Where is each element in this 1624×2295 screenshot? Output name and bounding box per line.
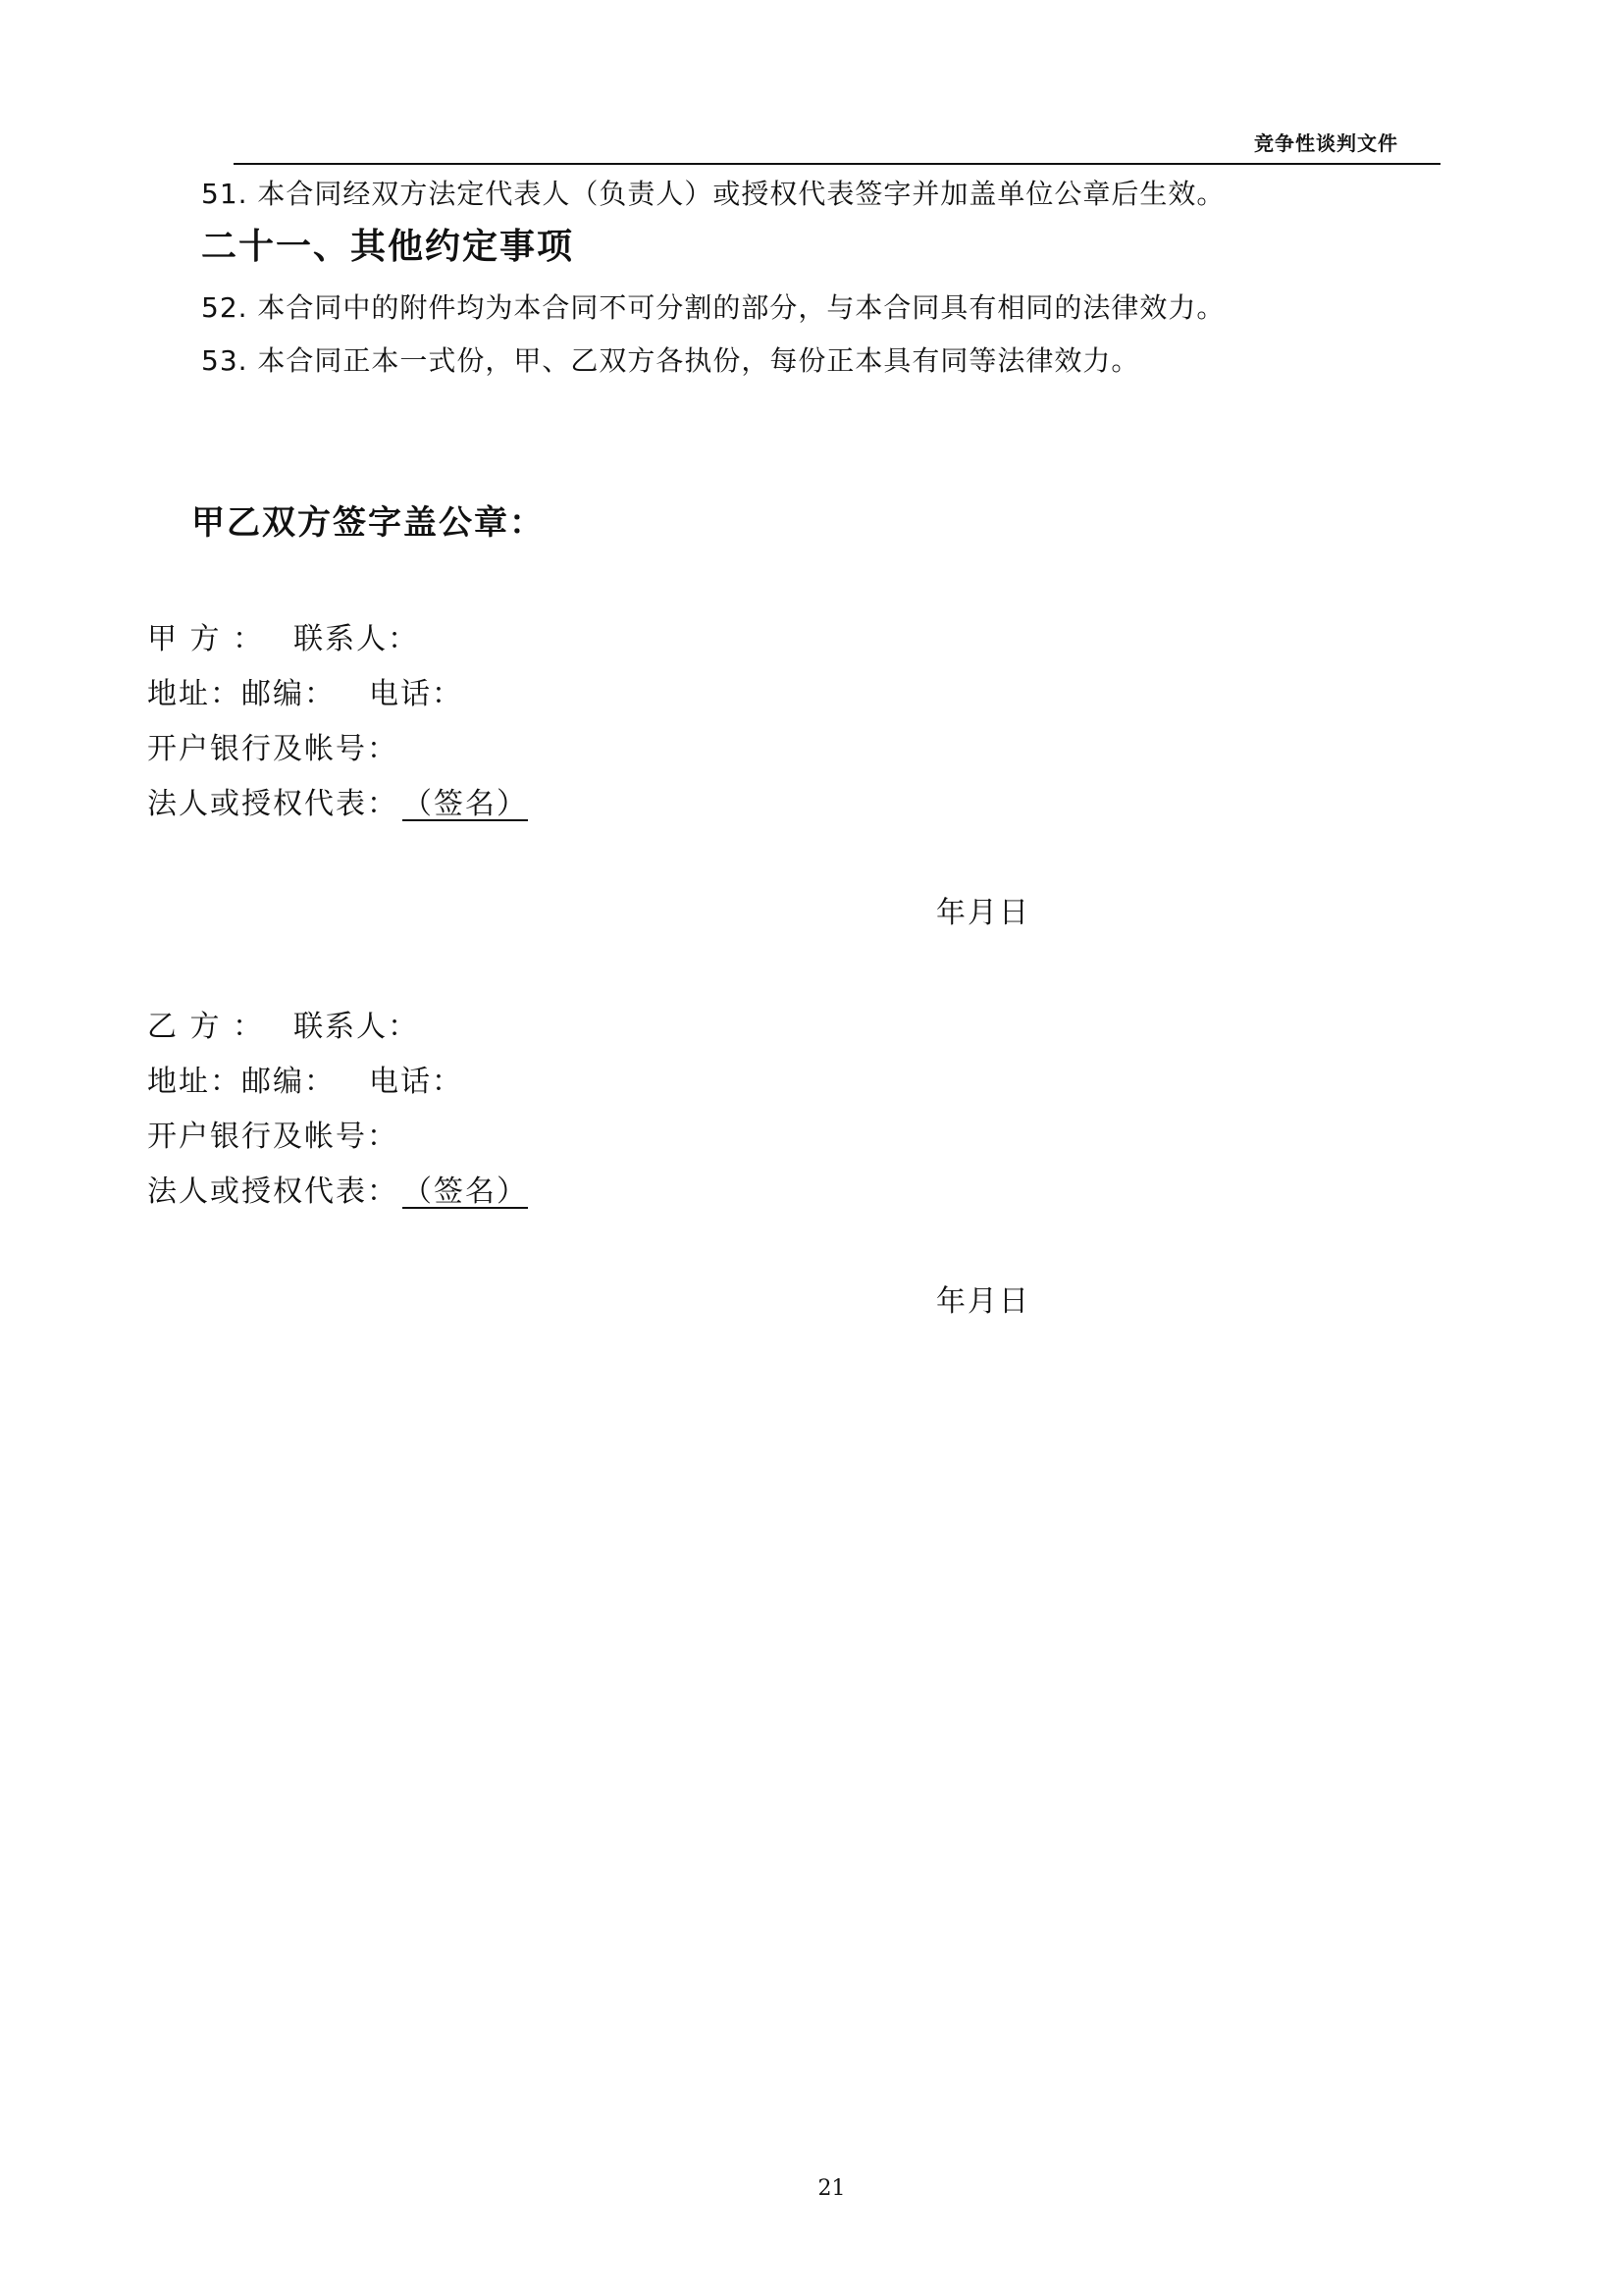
party-a-rep-label: 法人或授权代表： [147, 787, 398, 821]
party-b-postcode-label: 邮编： [241, 1065, 336, 1099]
header-title: 竞争性谈判文件 [1254, 131, 1398, 155]
page-number: 21 [817, 2176, 846, 2201]
party-b-address-line [147, 1064, 463, 1101]
clause-52: 52. 本合同中的附件均为本合同不可分割的部分，与本合同具有相同的法律效力。 [201, 291, 1226, 324]
party-a-name-label: 甲 方 ： [147, 622, 265, 656]
section-heading: 二十一、其他约定事项 [201, 227, 575, 267]
party-a-postcode-label: 邮编： [241, 677, 336, 711]
party-b-rep-label: 法人或授权代表： [147, 1174, 398, 1209]
party-b-address-label: 地址： [147, 1065, 241, 1099]
party-a-date: 年月日 [936, 896, 1030, 930]
party-a-contact-label: 联系人： [293, 622, 420, 656]
party-a-line [147, 621, 419, 658]
party-b-line [147, 1009, 419, 1046]
party-b-rep-line [147, 1174, 528, 1211]
party-a-bank-line: 开户银行及帐号： [147, 732, 398, 766]
party-b-date: 年月日 [936, 1284, 1030, 1319]
party-a-signature-field[interactable]: （签名） [402, 787, 528, 821]
party-b-phone-label: 电话： [369, 1065, 463, 1099]
party-a-address-label: 地址： [147, 677, 241, 711]
header-rule [234, 163, 1441, 165]
party-a-rep-line [147, 786, 528, 823]
party-b-bank-line: 开户银行及帐号： [147, 1120, 398, 1154]
clause-53: 53. 本合同正本一式份，甲、乙双方各执份，每份正本具有同等法律效力。 [201, 344, 1140, 377]
clause-51: 51. 本合同经双方法定代表人（负责人）或授权代表签字并加盖单位公章后生效。 [201, 178, 1226, 210]
party-a-address-line [147, 676, 463, 713]
party-b-name-label: 乙 方 ： [147, 1010, 265, 1044]
party-b-signature-field[interactable]: （签名） [402, 1174, 528, 1209]
signature-title: 甲乙双方签字盖公章： [191, 503, 545, 543]
party-b-contact-label: 联系人： [293, 1010, 420, 1044]
party-a-phone-label: 电话： [369, 677, 463, 711]
